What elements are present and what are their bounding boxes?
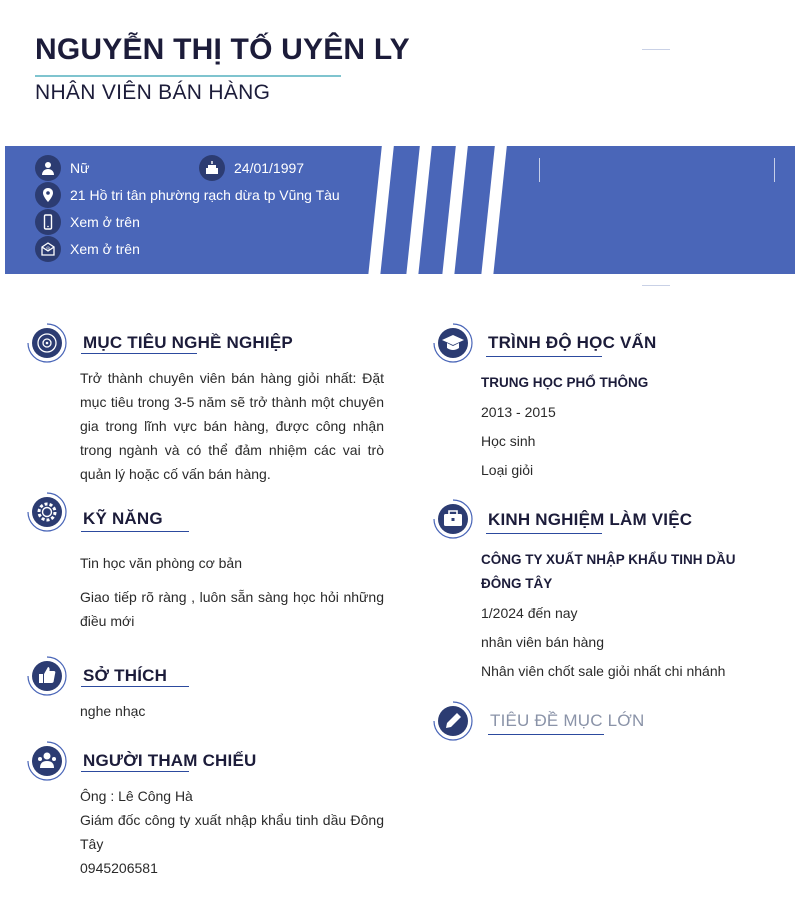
graduation-cap-icon <box>433 323 473 363</box>
references-title: NGƯỜI THAM CHIẾU <box>83 751 257 770</box>
experience-period: 1/2024 đến nay <box>481 605 578 621</box>
experience-title: KINH NGHIỆM LÀM VIỆC <box>488 510 693 529</box>
hobby-item: nghe nhạc <box>80 703 146 719</box>
briefcase-icon <box>433 499 473 539</box>
band-divider <box>539 158 540 182</box>
reference-role: Giám đốc công ty xuất nhập khẩu tinh dầu Đông Tây <box>80 812 384 852</box>
education-years: 2013 - 2015 <box>481 404 556 420</box>
reference-name: Ông : Lê Công Hà <box>80 788 193 804</box>
target-icon <box>27 323 67 363</box>
education-underline <box>486 356 602 357</box>
extra-section-title[interactable]: TIÊU ĐỀ MỤC LỚN <box>490 711 645 730</box>
band-stripe <box>367 146 395 274</box>
phone-icon <box>35 209 61 235</box>
people-icon <box>27 741 67 781</box>
objective-underline <box>81 353 197 354</box>
photo-frame-bottom-mark <box>642 285 670 286</box>
info-band <box>5 146 795 274</box>
education-title: TRÌNH ĐỘ HỌC VẤN <box>488 333 657 352</box>
experience-company: CÔNG TY XUẤT NHẬP KHẨU TINH DẦU ĐÔNG TÂY <box>481 552 736 591</box>
gear-icon <box>27 492 67 532</box>
reference-phone: 0945206581 <box>80 860 158 876</box>
band-stripe <box>480 146 508 274</box>
education-grade: Loại giỏi <box>481 462 534 478</box>
hobbies-title: SỞ THÍCH <box>83 666 168 685</box>
band-stripe <box>441 146 469 274</box>
extra-underline <box>488 734 604 735</box>
gender-value: Nữ <box>70 160 90 176</box>
experience-job: nhân viên bán hàng <box>481 634 604 650</box>
skill-item: Giao tiếp rõ ràng , luôn sẵn sàng học hỏi những điều mới <box>80 589 384 629</box>
person-icon <box>35 155 61 181</box>
info-phone <box>35 209 140 235</box>
thumbs-up-icon <box>27 656 67 696</box>
education-school: TRUNG HỌC PHỔ THÔNG <box>481 375 649 390</box>
full-name: NGUYỄN THỊ TỐ UYÊN LY <box>35 33 410 66</box>
job-position: NHÂN VIÊN BÁN HÀNG <box>35 81 271 104</box>
band-stripe <box>405 146 433 274</box>
skills-title: KỸ NĂNG <box>83 509 163 528</box>
education-role: Học sinh <box>481 433 536 449</box>
objective-title: MỤC TIÊU NGHỀ NGHIỆP <box>83 333 293 352</box>
location-pin-icon <box>35 182 61 208</box>
cake-icon <box>199 155 225 181</box>
email-value: Xem ở trên <box>70 241 140 257</box>
band-divider <box>774 158 775 182</box>
skills-underline <box>81 531 189 532</box>
objective-text: Trở thành chuyên viên bán hàng giỏi nhất: Đặt mục tiêu trong 3-5 năm sẽ trở thành một chuyên gia trong lĩnh vực bán hàng, được công nhận trong ngành và có thể đảm nhiệm các vai trò quản lý hoặc cố vấn bán hàng. <box>80 370 384 482</box>
info-email <box>35 236 140 262</box>
pencil-icon <box>433 701 473 741</box>
hobbies-underline <box>81 686 189 687</box>
birthday-value: 24/01/1997 <box>234 160 305 176</box>
experience-underline <box>486 533 602 534</box>
experience-desc: Nhân viên chốt sale giỏi nhất chi nhánh <box>481 663 726 679</box>
photo-frame-top-mark <box>642 49 670 50</box>
svg-text:@: @ <box>45 246 51 252</box>
references-underline <box>81 771 189 772</box>
name-underline <box>35 75 341 77</box>
info-address <box>35 182 340 208</box>
info-birthday <box>199 155 304 181</box>
address-value: 21 Hồ tri tân phường rạch dừa tp Vũng Tàu <box>70 187 340 203</box>
phone-value: Xem ở trên <box>70 214 140 230</box>
skill-item: Tin học văn phòng cơ bản <box>80 555 242 571</box>
email-icon <box>35 236 61 262</box>
info-gender <box>35 155 89 181</box>
